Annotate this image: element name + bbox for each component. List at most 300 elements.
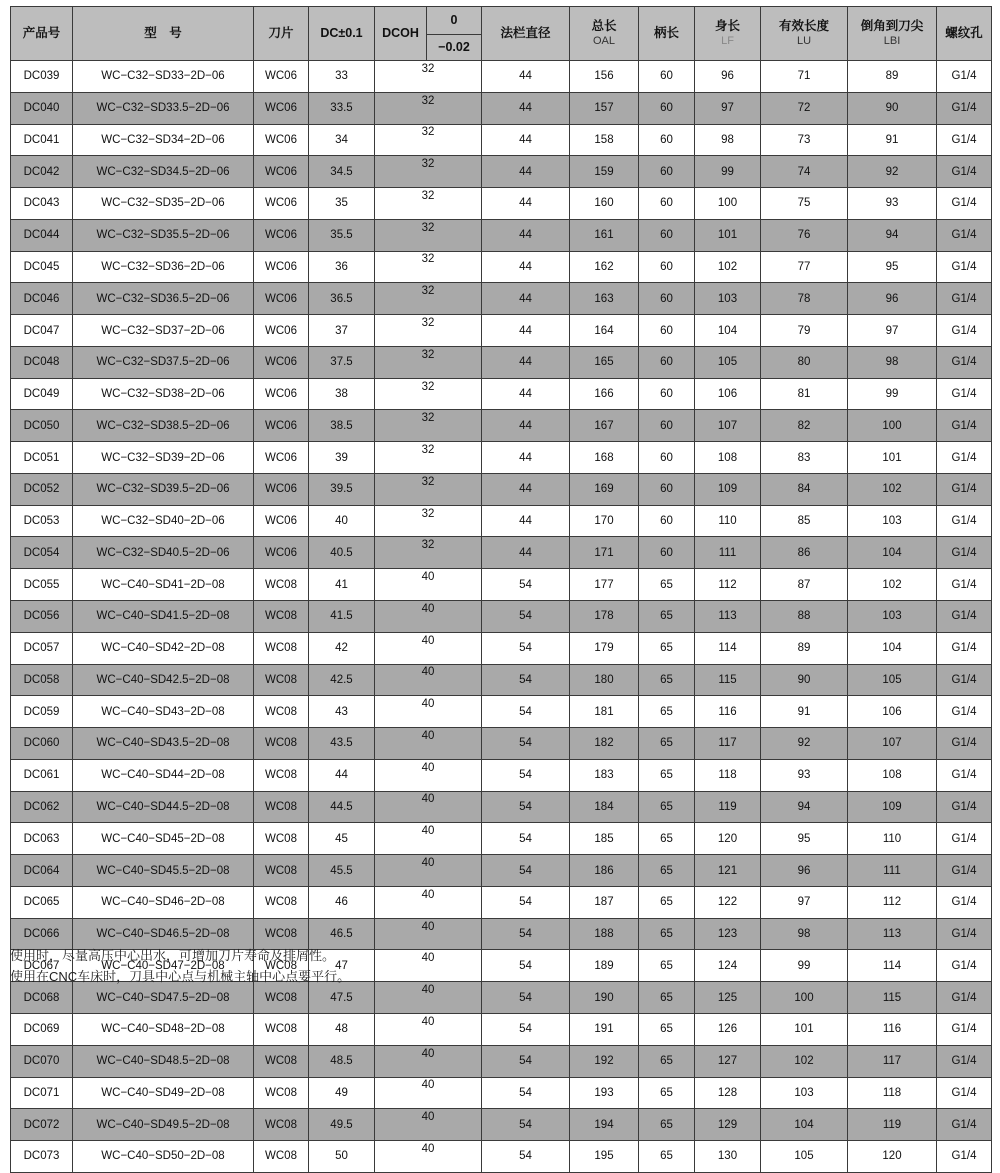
cell-shank-len: 60 (639, 188, 695, 220)
cell-lu: 90 (761, 664, 848, 696)
cell-lu: 103 (761, 1077, 848, 1109)
cell-lf: 108 (695, 442, 761, 474)
cell-oal: 186 (570, 855, 639, 887)
table-row (11, 124, 992, 156)
cell-model: WC−C32−SD35.5−2D−06 (73, 219, 254, 251)
cell-flange-dia: 44 (482, 283, 570, 315)
cell-oal: 192 (570, 1045, 639, 1077)
header-lbi (848, 7, 937, 61)
cell-flange-dia: 54 (482, 1141, 570, 1173)
cell-insert: WC08 (254, 569, 309, 601)
cell-product-no: DC072 (11, 1109, 73, 1141)
cell-shank-len: 60 (639, 156, 695, 188)
note-line: 使用在CNC车床时，刀具中心点与机械主轴中心点要平行。 (10, 969, 351, 984)
cell-lbi: 120 (848, 1141, 937, 1173)
cell-dcoh (375, 632, 482, 664)
cell-dcoh-value: 40 (421, 825, 435, 838)
cell-lu: 99 (761, 950, 848, 982)
cell-model: WC−C40−SD43.5−2D−08 (73, 728, 254, 760)
cell-thread: G1/4 (937, 664, 992, 696)
cell-dc: 39.5 (309, 473, 375, 505)
cell-dcoh-value: 40 (421, 1079, 435, 1092)
table-row (11, 473, 992, 505)
header-oal (570, 7, 639, 61)
table-row (11, 188, 992, 220)
cell-lu: 105 (761, 1141, 848, 1173)
cell-thread: G1/4 (937, 537, 992, 569)
cell-dcoh-value: 40 (421, 761, 435, 774)
cell-oal: 168 (570, 442, 639, 474)
cell-insert: WC06 (254, 251, 309, 283)
cell-oal: 156 (570, 61, 639, 93)
cell-lf: 112 (695, 569, 761, 601)
cell-dcoh-value: 40 (421, 1047, 435, 1060)
cell-dc: 43 (309, 696, 375, 728)
cell-thread: G1/4 (937, 950, 992, 982)
cell-product-no: DC046 (11, 283, 73, 315)
cell-thread: G1/4 (937, 569, 992, 601)
cell-lbi: 106 (848, 696, 937, 728)
cell-lu: 85 (761, 505, 848, 537)
cell-dcoh (375, 410, 482, 442)
cell-model: WC−C40−SD43−2D−08 (73, 696, 254, 728)
cell-shank-len: 65 (639, 728, 695, 760)
cell-product-no: DC070 (11, 1045, 73, 1077)
cell-dc: 46 (309, 886, 375, 918)
table-row (11, 664, 992, 696)
cell-thread: G1/4 (937, 918, 992, 950)
cell-lbi: 110 (848, 823, 937, 855)
cell-lf: 129 (695, 1109, 761, 1141)
table-row (11, 728, 992, 760)
cell-dcoh-value: 32 (421, 507, 435, 520)
cell-shank-len: 60 (639, 505, 695, 537)
cell-lf: 97 (695, 92, 761, 124)
cell-dcoh-value: 40 (421, 1015, 435, 1028)
cell-dcoh (375, 1045, 482, 1077)
cell-product-no: DC071 (11, 1077, 73, 1109)
cell-lu: 81 (761, 378, 848, 410)
cell-thread: G1/4 (937, 601, 992, 633)
cell-dcoh-value: 32 (421, 285, 435, 298)
cell-oal: 184 (570, 791, 639, 823)
cell-lbi: 92 (848, 156, 937, 188)
header-thread: 螺纹孔 (937, 7, 992, 61)
cell-oal: 169 (570, 473, 639, 505)
cell-oal: 191 (570, 1013, 639, 1045)
cell-dcoh (375, 124, 482, 156)
cell-dcoh-value: 32 (421, 62, 435, 75)
cell-dc: 44 (309, 759, 375, 791)
cell-model: WC−C32−SD34.5−2D−06 (73, 156, 254, 188)
cell-dcoh-value: 32 (421, 253, 435, 266)
cell-dcoh (375, 823, 482, 855)
cell-lbi: 115 (848, 982, 937, 1014)
cell-lu: 73 (761, 124, 848, 156)
table-row (11, 1045, 992, 1077)
cell-flange-dia: 54 (482, 823, 570, 855)
cell-lu: 75 (761, 188, 848, 220)
header-lf (695, 7, 761, 61)
cell-oal: 194 (570, 1109, 639, 1141)
cell-shank-len: 65 (639, 1109, 695, 1141)
cell-lu: 71 (761, 61, 848, 93)
header-lu (761, 7, 848, 61)
cell-insert: WC06 (254, 92, 309, 124)
cell-shank-len: 65 (639, 1045, 695, 1077)
cell-lbi: 113 (848, 918, 937, 950)
cell-lf: 126 (695, 1013, 761, 1045)
cell-dcoh (375, 855, 482, 887)
cell-insert: WC08 (254, 886, 309, 918)
cell-flange-dia: 54 (482, 1013, 570, 1045)
cell-lf: 111 (695, 537, 761, 569)
cell-dc: 40.5 (309, 537, 375, 569)
cell-oal: 185 (570, 823, 639, 855)
cell-thread: G1/4 (937, 1077, 992, 1109)
notes (10, 945, 350, 987)
cell-lbi: 119 (848, 1109, 937, 1141)
cell-product-no: DC048 (11, 346, 73, 378)
cell-lbi: 103 (848, 601, 937, 633)
cell-insert: WC08 (254, 1013, 309, 1045)
cell-insert: WC08 (254, 791, 309, 823)
cell-insert: WC06 (254, 410, 309, 442)
table-row (11, 1077, 992, 1109)
cell-thread: G1/4 (937, 1013, 992, 1045)
cell-dcoh (375, 886, 482, 918)
cell-oal: 164 (570, 315, 639, 347)
cell-flange-dia: 44 (482, 251, 570, 283)
cell-dcoh (375, 1109, 482, 1141)
cell-dcoh-value: 32 (421, 412, 435, 425)
cell-dcoh-value: 40 (421, 793, 435, 806)
cell-flange-dia: 54 (482, 664, 570, 696)
cell-thread: G1/4 (937, 696, 992, 728)
cell-flange-dia: 44 (482, 505, 570, 537)
table-row (11, 1141, 992, 1173)
cell-model: WC−C40−SD46−2D−08 (73, 886, 254, 918)
cell-thread: G1/4 (937, 1141, 992, 1173)
cell-lbi: 102 (848, 569, 937, 601)
cell-model: WC−C32−SD34−2D−06 (73, 124, 254, 156)
cell-shank-len: 65 (639, 1141, 695, 1173)
cell-lu: 97 (761, 886, 848, 918)
cell-lf: 118 (695, 759, 761, 791)
cell-dcoh (375, 601, 482, 633)
cell-lu: 79 (761, 315, 848, 347)
cell-lbi: 93 (848, 188, 937, 220)
cell-thread: G1/4 (937, 823, 992, 855)
cell-flange-dia: 54 (482, 886, 570, 918)
cell-thread: G1/4 (937, 61, 992, 93)
cell-dcoh (375, 442, 482, 474)
cell-lf: 105 (695, 346, 761, 378)
cell-lf: 99 (695, 156, 761, 188)
cell-lu: 93 (761, 759, 848, 791)
table-row (11, 601, 992, 633)
cell-lbi: 104 (848, 537, 937, 569)
cell-oal: 195 (570, 1141, 639, 1173)
table-row (11, 410, 992, 442)
cell-lu: 89 (761, 632, 848, 664)
cell-thread: G1/4 (937, 473, 992, 505)
cell-lf: 121 (695, 855, 761, 887)
cell-dcoh-value: 40 (421, 857, 435, 870)
cell-shank-len: 65 (639, 1077, 695, 1109)
cell-lf: 128 (695, 1077, 761, 1109)
cell-dcoh (375, 346, 482, 378)
cell-dcoh (375, 1141, 482, 1173)
cell-shank-len: 60 (639, 410, 695, 442)
cell-insert: WC06 (254, 283, 309, 315)
table-row (11, 346, 992, 378)
table-row (11, 219, 992, 251)
cell-product-no: DC061 (11, 759, 73, 791)
cell-product-no: DC059 (11, 696, 73, 728)
cell-oal: 177 (570, 569, 639, 601)
cell-model: WC−C32−SD37−2D−06 (73, 315, 254, 347)
cell-oal: 190 (570, 982, 639, 1014)
cell-dc: 46.5 (309, 918, 375, 950)
cell-lu: 86 (761, 537, 848, 569)
cell-dc: 37 (309, 315, 375, 347)
cell-dc: 45.5 (309, 855, 375, 887)
cell-oal: 158 (570, 124, 639, 156)
cell-product-no: DC045 (11, 251, 73, 283)
cell-dcoh-value: 40 (421, 888, 435, 901)
cell-flange-dia: 44 (482, 315, 570, 347)
cell-product-no: DC056 (11, 601, 73, 633)
cell-dc: 42 (309, 632, 375, 664)
cell-dcoh-value: 40 (421, 1111, 435, 1124)
header-lu-cn: 有效长度 (778, 18, 829, 33)
cell-thread: G1/4 (937, 791, 992, 823)
cell-lbi: 90 (848, 92, 937, 124)
cell-product-no: DC060 (11, 728, 73, 760)
cell-lf: 123 (695, 918, 761, 950)
cell-insert: WC06 (254, 124, 309, 156)
cell-product-no: DC066 (11, 918, 73, 950)
cell-product-no: DC052 (11, 473, 73, 505)
cell-insert: WC06 (254, 188, 309, 220)
cell-lu: 102 (761, 1045, 848, 1077)
cell-dcoh (375, 791, 482, 823)
cell-flange-dia: 54 (482, 918, 570, 950)
cell-lbi: 102 (848, 473, 937, 505)
cell-model: WC−C40−SD47.5−2D−08 (73, 982, 254, 1014)
cell-insert: WC06 (254, 219, 309, 251)
cell-thread: G1/4 (937, 219, 992, 251)
cell-dcoh-value: 40 (421, 1142, 435, 1155)
header-shank-len: 柄长 (639, 7, 695, 61)
cell-product-no: DC040 (11, 92, 73, 124)
cell-model: WC−C40−SD50−2D−08 (73, 1141, 254, 1173)
header-dcoh: DCOH (375, 7, 427, 61)
cell-model: WC−C40−SD47−2D−08 (73, 950, 254, 982)
cell-flange-dia: 54 (482, 982, 570, 1014)
cell-dcoh-value: 40 (421, 984, 435, 997)
cell-oal: 161 (570, 219, 639, 251)
cell-product-no: DC057 (11, 632, 73, 664)
cell-lf: 102 (695, 251, 761, 283)
cell-lf: 117 (695, 728, 761, 760)
cell-product-no: DC051 (11, 442, 73, 474)
cell-lu: 83 (761, 442, 848, 474)
cell-dcoh (375, 569, 482, 601)
cell-dc: 37.5 (309, 346, 375, 378)
cell-lbi: 107 (848, 728, 937, 760)
cell-insert: WC08 (254, 1109, 309, 1141)
cell-lu: 87 (761, 569, 848, 601)
cell-lu: 78 (761, 283, 848, 315)
cell-model: WC−C32−SD36.5−2D−06 (73, 283, 254, 315)
cell-lf: 119 (695, 791, 761, 823)
cell-lu: 101 (761, 1013, 848, 1045)
cell-insert: WC06 (254, 156, 309, 188)
cell-thread: G1/4 (937, 505, 992, 537)
cell-lf: 101 (695, 219, 761, 251)
cell-dc: 38 (309, 378, 375, 410)
cell-lf: 116 (695, 696, 761, 728)
cell-lu: 80 (761, 346, 848, 378)
cell-lf: 107 (695, 410, 761, 442)
cell-model: WC−C40−SD45−2D−08 (73, 823, 254, 855)
cell-model: WC−C32−SD36−2D−06 (73, 251, 254, 283)
cell-oal: 189 (570, 950, 639, 982)
cell-dc: 48 (309, 1013, 375, 1045)
cell-lf: 120 (695, 823, 761, 855)
cell-dcoh (375, 918, 482, 950)
cell-oal: 160 (570, 188, 639, 220)
cell-product-no: DC073 (11, 1141, 73, 1173)
cell-dc: 36 (309, 251, 375, 283)
table-row (11, 442, 992, 474)
cell-dcoh (375, 315, 482, 347)
cell-shank-len: 60 (639, 378, 695, 410)
cell-flange-dia: 44 (482, 346, 570, 378)
cell-shank-len: 65 (639, 1013, 695, 1045)
cell-thread: G1/4 (937, 410, 992, 442)
cell-insert: WC06 (254, 61, 309, 93)
table-row (11, 251, 992, 283)
cell-dcoh-value: 32 (421, 348, 435, 361)
cell-shank-len: 60 (639, 61, 695, 93)
cell-product-no: DC063 (11, 823, 73, 855)
cell-flange-dia: 44 (482, 61, 570, 93)
cell-oal: 167 (570, 410, 639, 442)
table-row (11, 537, 992, 569)
cell-oal: 178 (570, 601, 639, 633)
cell-lf: 114 (695, 632, 761, 664)
cell-product-no: DC069 (11, 1013, 73, 1045)
cell-shank-len: 60 (639, 346, 695, 378)
cell-model: WC−C40−SD42.5−2D−08 (73, 664, 254, 696)
cell-thread: G1/4 (937, 188, 992, 220)
header-dc: DC±0.1 (309, 7, 375, 61)
cell-lf: 125 (695, 982, 761, 1014)
cell-lf: 127 (695, 1045, 761, 1077)
spec-table (10, 6, 992, 1173)
cell-insert: WC06 (254, 442, 309, 474)
cell-dcoh-value: 32 (421, 158, 435, 171)
cell-dcoh-value: 32 (421, 221, 435, 234)
cell-insert: WC06 (254, 346, 309, 378)
cell-model: WC−C40−SD45.5−2D−08 (73, 855, 254, 887)
cell-dcoh (375, 537, 482, 569)
header-insert: 刀片 (254, 7, 309, 61)
cell-dcoh (375, 61, 482, 93)
cell-dc: 33 (309, 61, 375, 93)
cell-dcoh-value: 32 (421, 126, 435, 139)
header-lbi-cn: 倒角到刀尖 (860, 18, 924, 33)
cell-dcoh (375, 378, 482, 410)
cell-product-no: DC062 (11, 791, 73, 823)
cell-oal: 166 (570, 378, 639, 410)
cell-shank-len: 60 (639, 473, 695, 505)
cell-model: WC−C40−SD49.5−2D−08 (73, 1109, 254, 1141)
cell-insert: WC08 (254, 728, 309, 760)
cell-thread: G1/4 (937, 982, 992, 1014)
cell-shank-len: 60 (639, 251, 695, 283)
cell-dcoh (375, 664, 482, 696)
table-row (11, 283, 992, 315)
cell-model: WC−C40−SD49−2D−08 (73, 1077, 254, 1109)
cell-dc: 45 (309, 823, 375, 855)
cell-insert: WC08 (254, 918, 309, 950)
cell-dcoh-value: 32 (421, 380, 435, 393)
cell-flange-dia: 54 (482, 632, 570, 664)
cell-thread: G1/4 (937, 124, 992, 156)
cell-flange-dia: 44 (482, 410, 570, 442)
cell-dcoh (375, 1077, 482, 1109)
note-line: 使用时，尽量高压中心出水，可增加刀片寿命及排屑性。 (10, 948, 336, 963)
cell-dcoh-value: 40 (421, 602, 435, 615)
cell-lbi: 98 (848, 346, 937, 378)
cell-shank-len: 65 (639, 696, 695, 728)
header-oal-cn: 总长 (591, 18, 617, 33)
cell-shank-len: 65 (639, 918, 695, 950)
cell-flange-dia: 54 (482, 1109, 570, 1141)
cell-model: WC−C32−SD38.5−2D−06 (73, 410, 254, 442)
cell-lu: 76 (761, 219, 848, 251)
cell-model: WC−C32−SD37.5−2D−06 (73, 346, 254, 378)
table-row (11, 1013, 992, 1045)
table-row (11, 569, 992, 601)
cell-lf: 98 (695, 124, 761, 156)
cell-lbi: 100 (848, 410, 937, 442)
table-row (11, 505, 992, 537)
cell-shank-len: 60 (639, 92, 695, 124)
cell-product-no: DC044 (11, 219, 73, 251)
cell-lf: 106 (695, 378, 761, 410)
cell-lf: 104 (695, 315, 761, 347)
cell-insert: WC08 (254, 1077, 309, 1109)
cell-product-no: DC047 (11, 315, 73, 347)
cell-thread: G1/4 (937, 759, 992, 791)
cell-shank-len: 65 (639, 791, 695, 823)
header-dcoh-tol-upper: 0 (427, 7, 482, 35)
header-flange-dia: 法栏直径 (482, 7, 570, 61)
cell-lf: 113 (695, 601, 761, 633)
cell-dcoh-value: 32 (421, 94, 435, 107)
cell-thread: G1/4 (937, 728, 992, 760)
cell-product-no: DC042 (11, 156, 73, 188)
cell-thread: G1/4 (937, 346, 992, 378)
cell-lu: 104 (761, 1109, 848, 1141)
cell-dcoh-value: 40 (421, 729, 435, 742)
table-row (11, 1109, 992, 1141)
